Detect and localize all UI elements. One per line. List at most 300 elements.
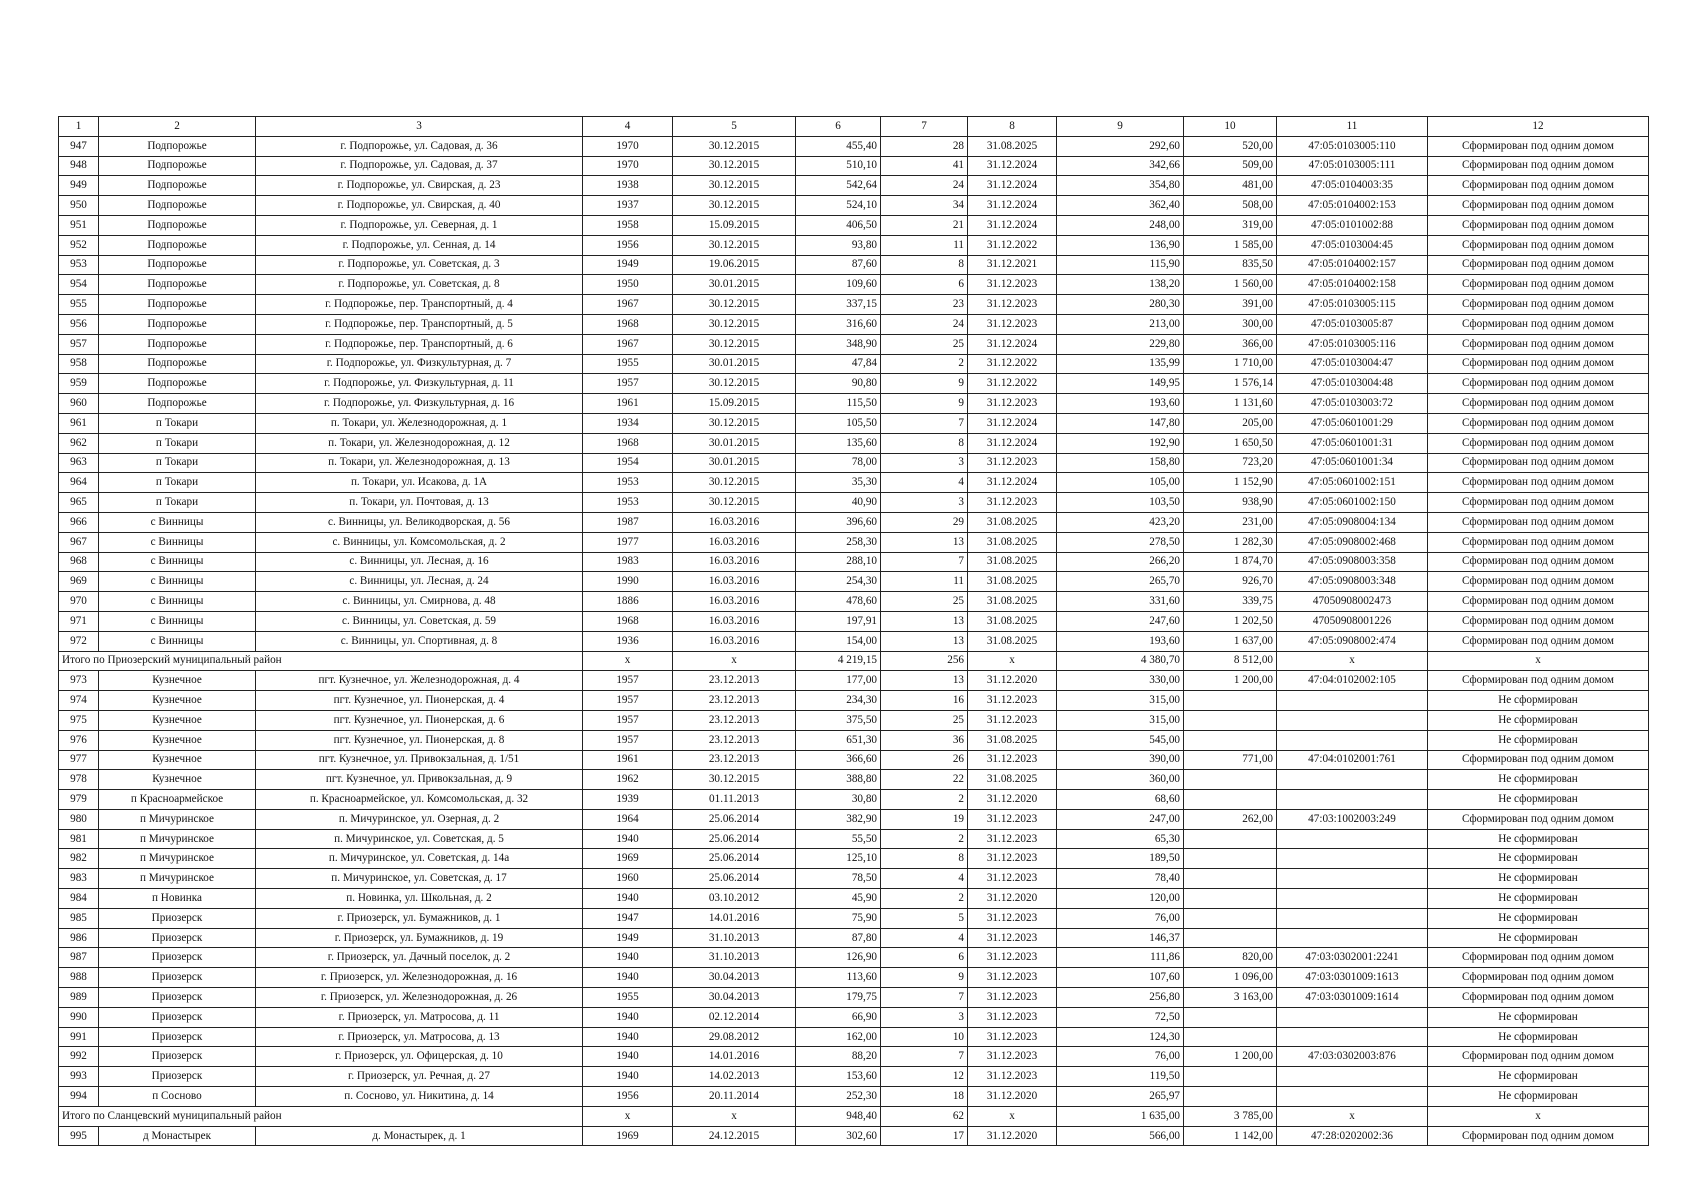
table-cell: 31.12.2020 <box>968 671 1057 691</box>
table-cell: пгт. Кузнечное, ул. Пионерская, д. 8 <box>256 730 583 750</box>
table-cell: п Мичуринское <box>99 829 256 849</box>
table-cell: 87,80 <box>796 928 881 948</box>
total-cell: 1 635,00 <box>1057 1106 1184 1126</box>
table-cell <box>1277 1087 1428 1107</box>
table-cell: 1940 <box>583 1047 673 1067</box>
table-cell: г. Приозерск, ул. Матросова, д. 13 <box>256 1027 583 1047</box>
table-cell: 47:03:0302003:876 <box>1277 1047 1428 1067</box>
table-cell: 189,50 <box>1057 849 1184 869</box>
table-cell: г. Приозерск, ул. Железнодорожная, д. 26 <box>256 988 583 1008</box>
table-cell: Сформирован под одним домом <box>1428 552 1649 572</box>
table-cell: 31.12.2023 <box>968 829 1057 849</box>
table-cell <box>1184 691 1277 711</box>
table-cell: Сформирован под одним домом <box>1428 176 1649 196</box>
table-row <box>59 730 1649 750</box>
table-cell: 10 <box>881 1027 968 1047</box>
table-cell: 1987 <box>583 512 673 532</box>
table-cell: п. Токари, ул. Железнодорожная, д. 13 <box>256 453 583 473</box>
table-cell: 252,30 <box>796 1087 881 1107</box>
table-cell: 30.12.2015 <box>673 334 796 354</box>
table-row <box>59 354 1649 374</box>
table-cell: 820,00 <box>1184 948 1277 968</box>
table-cell: 983 <box>59 869 99 889</box>
table-cell <box>1277 730 1428 750</box>
table-cell: 1962 <box>583 770 673 790</box>
table-cell: 1960 <box>583 869 673 889</box>
table-cell: 978 <box>59 770 99 790</box>
table-cell: 953 <box>59 255 99 275</box>
table-cell: 31.08.2025 <box>968 770 1057 790</box>
table-cell: 1934 <box>583 413 673 433</box>
column-header: 6 <box>796 117 881 137</box>
table-cell: Сформирован под одним домом <box>1428 493 1649 513</box>
table-cell: 105,50 <box>796 413 881 433</box>
table-cell <box>1277 710 1428 730</box>
table-cell: 1957 <box>583 730 673 750</box>
table-cell: 31.12.2024 <box>968 196 1057 216</box>
table-cell: 153,60 <box>796 1067 881 1087</box>
table-cell: 1956 <box>583 235 673 255</box>
table-cell: 974 <box>59 691 99 711</box>
table-cell: 31.12.2022 <box>968 235 1057 255</box>
table-cell <box>1277 1027 1428 1047</box>
table-cell: 23.12.2013 <box>673 750 796 770</box>
table-cell: 8 <box>881 255 968 275</box>
table-row <box>59 809 1649 829</box>
table-cell: 957 <box>59 334 99 354</box>
table-cell: 7 <box>881 988 968 1008</box>
table-cell: 1957 <box>583 710 673 730</box>
table-cell: 30.12.2015 <box>673 374 796 394</box>
table-cell: 28 <box>881 136 968 156</box>
table-row <box>59 196 1649 216</box>
table-cell: 330,00 <box>1057 671 1184 691</box>
table-cell: 1939 <box>583 790 673 810</box>
table-cell: Сформирован под одним домом <box>1428 255 1649 275</box>
total-label: Итого по Приозерский муниципальный район <box>59 651 583 671</box>
table-cell: 16.03.2016 <box>673 512 796 532</box>
table-cell: 961 <box>59 413 99 433</box>
table-cell: 990 <box>59 1007 99 1027</box>
table-cell: 566,00 <box>1057 1126 1184 1146</box>
table-row <box>59 453 1649 473</box>
table-cell: 31.12.2021 <box>968 255 1057 275</box>
table-cell <box>1184 1067 1277 1087</box>
table-cell: 47:05:0103005:110 <box>1277 136 1428 156</box>
table-cell: 1964 <box>583 809 673 829</box>
table-cell: 234,30 <box>796 691 881 711</box>
table-row <box>59 710 1649 730</box>
table-cell: п. Мичуринское, ул. Советская, д. 5 <box>256 829 583 849</box>
table-cell: п Токари <box>99 413 256 433</box>
table-cell: Кузнечное <box>99 710 256 730</box>
table-cell: 1967 <box>583 334 673 354</box>
table-cell: 25 <box>881 710 968 730</box>
table-cell: 30.12.2015 <box>673 770 796 790</box>
table-cell: 138,20 <box>1057 275 1184 295</box>
table-cell: 1 142,00 <box>1184 1126 1277 1146</box>
table-cell: Подпорожье <box>99 196 256 216</box>
table-cell: 1940 <box>583 948 673 968</box>
table-cell: 991 <box>59 1027 99 1047</box>
table-cell: Приозерск <box>99 1047 256 1067</box>
table-cell: 1947 <box>583 908 673 928</box>
table-cell: 1955 <box>583 988 673 1008</box>
table-cell: 136,90 <box>1057 235 1184 255</box>
table-cell <box>1277 849 1428 869</box>
table-cell: 545,00 <box>1057 730 1184 750</box>
table-cell: 31.12.2024 <box>968 473 1057 493</box>
table-cell: 979 <box>59 790 99 810</box>
table-cell: 970 <box>59 592 99 612</box>
table-row <box>59 770 1649 790</box>
table-cell: Сформирован под одним домом <box>1428 611 1649 631</box>
table-cell: 76,00 <box>1057 908 1184 928</box>
table-cell: 30.12.2015 <box>673 295 796 315</box>
table-cell: 16.03.2016 <box>673 592 796 612</box>
table-cell: Сформирован под одним домом <box>1428 671 1649 691</box>
table-cell: 47:05:0103004:47 <box>1277 354 1428 374</box>
table-cell: 88,20 <box>796 1047 881 1067</box>
table-row <box>59 314 1649 334</box>
table-cell: 1953 <box>583 493 673 513</box>
table-cell: 388,80 <box>796 770 881 790</box>
table-cell: Подпорожье <box>99 394 256 414</box>
total-cell: 256 <box>881 651 968 671</box>
table-row <box>59 869 1649 889</box>
table-cell: 47:05:0104002:158 <box>1277 275 1428 295</box>
table-cell: 11 <box>881 572 968 592</box>
table-cell: Подпорожье <box>99 176 256 196</box>
total-cell: 4 219,15 <box>796 651 881 671</box>
table-row <box>59 928 1649 948</box>
table-cell: 158,80 <box>1057 453 1184 473</box>
table-cell: г. Подпорожье, ул. Свирская, д. 40 <box>256 196 583 216</box>
table-cell: 994 <box>59 1087 99 1107</box>
table-cell: п Токари <box>99 473 256 493</box>
table-cell <box>1277 889 1428 909</box>
table-cell: 213,00 <box>1057 314 1184 334</box>
table-cell: Подпорожье <box>99 136 256 156</box>
table-cell: 47:04:0102002:105 <box>1277 671 1428 691</box>
table-cell: Приозерск <box>99 948 256 968</box>
table-cell: Не сформирован <box>1428 849 1649 869</box>
table-cell: 197,91 <box>796 611 881 631</box>
table-cell: п. Сосново, ул. Никитина, д. 14 <box>256 1087 583 1107</box>
table-cell: 135,60 <box>796 433 881 453</box>
table-cell: Не сформирован <box>1428 790 1649 810</box>
table-cell: 1 202,50 <box>1184 611 1277 631</box>
total-cell: x <box>583 651 673 671</box>
table-cell: п Токари <box>99 493 256 513</box>
table-cell <box>1184 710 1277 730</box>
table-cell: 302,60 <box>796 1126 881 1146</box>
table-cell: 31.12.2024 <box>968 413 1057 433</box>
table-cell: 16.03.2016 <box>673 532 796 552</box>
column-header: 12 <box>1428 117 1649 137</box>
table-cell <box>1277 869 1428 889</box>
table-cell: 292,60 <box>1057 136 1184 156</box>
table-cell: 124,30 <box>1057 1027 1184 1047</box>
table-cell: 947 <box>59 136 99 156</box>
table-cell: 78,00 <box>796 453 881 473</box>
table-cell: 975 <box>59 710 99 730</box>
table-cell: 542,64 <box>796 176 881 196</box>
table-cell: 111,86 <box>1057 948 1184 968</box>
table-cell: г. Подпорожье, ул. Садовая, д. 36 <box>256 136 583 156</box>
table-cell: 13 <box>881 532 968 552</box>
table-cell: Сформирован под одним домом <box>1428 1047 1649 1067</box>
table-cell: 8 <box>881 849 968 869</box>
table-cell: 3 <box>881 453 968 473</box>
table-cell: 47:05:0601001:29 <box>1277 413 1428 433</box>
table-cell: с Винницы <box>99 611 256 631</box>
table-row <box>59 829 1649 849</box>
table-cell: Сформирован под одним домом <box>1428 750 1649 770</box>
table-cell: 1954 <box>583 453 673 473</box>
table-cell: Сформирован под одним домом <box>1428 314 1649 334</box>
table-cell: 8 <box>881 433 968 453</box>
table-cell: 109,60 <box>796 275 881 295</box>
total-row <box>59 651 1649 671</box>
table-cell: 31.12.2023 <box>968 275 1057 295</box>
table-cell: 26 <box>881 750 968 770</box>
table-cell: 316,60 <box>796 314 881 334</box>
table-cell: 31.12.2023 <box>968 1047 1057 1067</box>
table-cell: 30.12.2015 <box>673 493 796 513</box>
table-cell: 3 163,00 <box>1184 988 1277 1008</box>
table-cell: 247,60 <box>1057 611 1184 631</box>
table-cell: Не сформирован <box>1428 889 1649 909</box>
table-cell: Сформирован под одним домом <box>1428 948 1649 968</box>
table-cell: 1977 <box>583 532 673 552</box>
table-cell: 973 <box>59 671 99 691</box>
table-cell: Сформирован под одним домом <box>1428 572 1649 592</box>
table-cell: Сформирован под одним домом <box>1428 156 1649 176</box>
table-cell: 47:05:0103005:116 <box>1277 334 1428 354</box>
table-cell: 1 710,00 <box>1184 354 1277 374</box>
table-cell: 41 <box>881 156 968 176</box>
table-cell: Не сформирован <box>1428 710 1649 730</box>
table-cell: 47:05:0103004:45 <box>1277 235 1428 255</box>
table-cell: 47:04:0102001:761 <box>1277 750 1428 770</box>
table-cell: 31.12.2020 <box>968 790 1057 810</box>
table-cell: Сформирован под одним домом <box>1428 1126 1649 1146</box>
table-cell: 980 <box>59 809 99 829</box>
table-cell: 6 <box>881 948 968 968</box>
table-cell: 47:05:0908003:348 <box>1277 572 1428 592</box>
table-cell <box>1277 1007 1428 1027</box>
table-cell: 147,80 <box>1057 413 1184 433</box>
column-header: 4 <box>583 117 673 137</box>
table-row <box>59 1126 1649 1146</box>
table-cell: г. Подпорожье, ул. Сенная, д. 14 <box>256 235 583 255</box>
table-cell: 1940 <box>583 968 673 988</box>
table-cell: с. Винницы, ул. Советская, д. 59 <box>256 611 583 631</box>
table-cell: 949 <box>59 176 99 196</box>
table-cell: 30.01.2015 <box>673 453 796 473</box>
table-cell: п. Новинка, ул. Школьная, д. 2 <box>256 889 583 909</box>
total-cell: x <box>673 1106 796 1126</box>
table-cell: 30.01.2015 <box>673 433 796 453</box>
table-cell: 47:05:0908004:134 <box>1277 512 1428 532</box>
table-cell: п. Токари, ул. Исакова, д. 1А <box>256 473 583 493</box>
table-cell: 382,90 <box>796 809 881 829</box>
column-header: 3 <box>256 117 583 137</box>
table-cell: 231,00 <box>1184 512 1277 532</box>
table-cell: 315,00 <box>1057 691 1184 711</box>
table-cell: 948 <box>59 156 99 176</box>
table-cell: п Мичуринское <box>99 809 256 829</box>
table-cell: 47:05:0103005:111 <box>1277 156 1428 176</box>
table-cell: 31.08.2025 <box>968 552 1057 572</box>
table-cell: с. Винницы, ул. Лесная, д. 24 <box>256 572 583 592</box>
table-row <box>59 473 1649 493</box>
table-cell: 149,95 <box>1057 374 1184 394</box>
table-cell: Приозерск <box>99 1067 256 1087</box>
table-cell: 31.12.2023 <box>968 691 1057 711</box>
table-cell: 30.12.2015 <box>673 314 796 334</box>
table-cell: 31.08.2025 <box>968 532 1057 552</box>
table-cell: 93,80 <box>796 235 881 255</box>
table-cell: 938,90 <box>1184 493 1277 513</box>
table-cell: Приозерск <box>99 1027 256 1047</box>
table-cell: 193,60 <box>1057 631 1184 651</box>
table-cell: 66,90 <box>796 1007 881 1027</box>
table-cell: 1 576,14 <box>1184 374 1277 394</box>
table-cell: 956 <box>59 314 99 334</box>
table-cell: 1 200,00 <box>1184 671 1277 691</box>
table-cell: Не сформирован <box>1428 928 1649 948</box>
table-cell: 20.11.2014 <box>673 1087 796 1107</box>
table-cell: 985 <box>59 908 99 928</box>
table-cell: 30.12.2015 <box>673 136 796 156</box>
total-label: Итого по Сланцевский муниципальный район <box>59 1106 583 1126</box>
table-cell: 2 <box>881 790 968 810</box>
table-cell: 1 874,70 <box>1184 552 1277 572</box>
table-cell: с. Винницы, ул. Смирнова, д. 48 <box>256 592 583 612</box>
table-cell: 23 <box>881 295 968 315</box>
table-cell: Сформирован под одним домом <box>1428 968 1649 988</box>
table-row <box>59 215 1649 235</box>
table-cell: 47:03:0301009:1613 <box>1277 968 1428 988</box>
table-cell: Не сформирован <box>1428 1067 1649 1087</box>
table-cell: 11 <box>881 235 968 255</box>
table-cell: 1958 <box>583 215 673 235</box>
table-cell: Сформирован под одним домом <box>1428 631 1649 651</box>
table-row <box>59 1047 1649 1067</box>
table-cell: 87,60 <box>796 255 881 275</box>
table-cell: 01.11.2013 <box>673 790 796 810</box>
table-cell <box>1184 849 1277 869</box>
table-row <box>59 988 1649 1008</box>
table-cell: 18 <box>881 1087 968 1107</box>
table-cell: 1940 <box>583 1007 673 1027</box>
table-cell: Сформирован под одним домом <box>1428 988 1649 1008</box>
table-cell: 47:03:0301009:1614 <box>1277 988 1428 1008</box>
table-cell: 1968 <box>583 314 673 334</box>
table-cell: п. Токари, ул. Почтовая, д. 13 <box>256 493 583 513</box>
table-cell: п Новинка <box>99 889 256 909</box>
table-cell: 12 <box>881 1067 968 1087</box>
table-cell <box>1184 770 1277 790</box>
table-cell: Подпорожье <box>99 255 256 275</box>
table-cell: с. Винницы, ул. Лесная, д. 16 <box>256 552 583 572</box>
table-cell: 30.12.2015 <box>673 156 796 176</box>
table-cell: 986 <box>59 928 99 948</box>
table-cell: 30.04.2013 <box>673 988 796 1008</box>
table-cell: 995 <box>59 1126 99 1146</box>
table-cell: 16 <box>881 691 968 711</box>
table-cell: Подпорожье <box>99 156 256 176</box>
table-cell: 1940 <box>583 1067 673 1087</box>
table-cell: с Винницы <box>99 552 256 572</box>
table-cell: Сформирован под одним домом <box>1428 512 1649 532</box>
table-cell: 47:05:0104003:35 <box>1277 176 1428 196</box>
table-cell: 90,80 <box>796 374 881 394</box>
table-cell: 280,30 <box>1057 295 1184 315</box>
table-cell: 25 <box>881 334 968 354</box>
total-cell: 8 512,00 <box>1184 651 1277 671</box>
table-cell: 47:05:0908003:358 <box>1277 552 1428 572</box>
table-cell: Не сформирован <box>1428 908 1649 928</box>
table-row <box>59 334 1649 354</box>
table-cell: 926,70 <box>1184 572 1277 592</box>
table-row <box>59 572 1649 592</box>
table-cell: Подпорожье <box>99 314 256 334</box>
table-cell: 1950 <box>583 275 673 295</box>
table-cell: Подпорожье <box>99 275 256 295</box>
table-cell: 7 <box>881 1047 968 1067</box>
total-cell: 62 <box>881 1106 968 1126</box>
header-row <box>59 117 1649 137</box>
table-cell <box>1277 770 1428 790</box>
table-cell: 1955 <box>583 354 673 374</box>
table-cell: 3 <box>881 1007 968 1027</box>
table-cell: г. Подпорожье, ул. Советская, д. 8 <box>256 275 583 295</box>
table-cell: 258,30 <box>796 532 881 552</box>
table-cell: 1 152,90 <box>1184 473 1277 493</box>
table-cell: 68,60 <box>1057 790 1184 810</box>
table-cell: п Мичуринское <box>99 849 256 869</box>
table-cell: 362,40 <box>1057 196 1184 216</box>
table-cell: 31.12.2023 <box>968 1027 1057 1047</box>
table-cell: Не сформирован <box>1428 1027 1649 1047</box>
total-cell: 4 380,70 <box>1057 651 1184 671</box>
table-cell: 29 <box>881 512 968 532</box>
table-cell: 972 <box>59 631 99 651</box>
table-cell: 1886 <box>583 592 673 612</box>
table-cell: 47:05:0908002:474 <box>1277 631 1428 651</box>
table-cell: 3 <box>881 493 968 513</box>
table-cell: 254,30 <box>796 572 881 592</box>
table-cell: 47:05:0103004:48 <box>1277 374 1428 394</box>
table-cell: 22 <box>881 770 968 790</box>
table-cell: Сформирован под одним домом <box>1428 235 1649 255</box>
table-cell: 47,84 <box>796 354 881 374</box>
table-cell: 963 <box>59 453 99 473</box>
table-cell: г. Подпорожье, пер. Транспортный, д. 6 <box>256 334 583 354</box>
table-cell: 396,60 <box>796 512 881 532</box>
total-row <box>59 1106 1649 1126</box>
table-cell: 47050908002473 <box>1277 592 1428 612</box>
table-cell <box>1277 908 1428 928</box>
table-cell: 339,75 <box>1184 592 1277 612</box>
table-cell: 47:05:0601001:31 <box>1277 433 1428 453</box>
table-cell: пгт. Кузнечное, ул. Пионерская, д. 4 <box>256 691 583 711</box>
table-cell: 1968 <box>583 611 673 631</box>
table-cell: 348,90 <box>796 334 881 354</box>
